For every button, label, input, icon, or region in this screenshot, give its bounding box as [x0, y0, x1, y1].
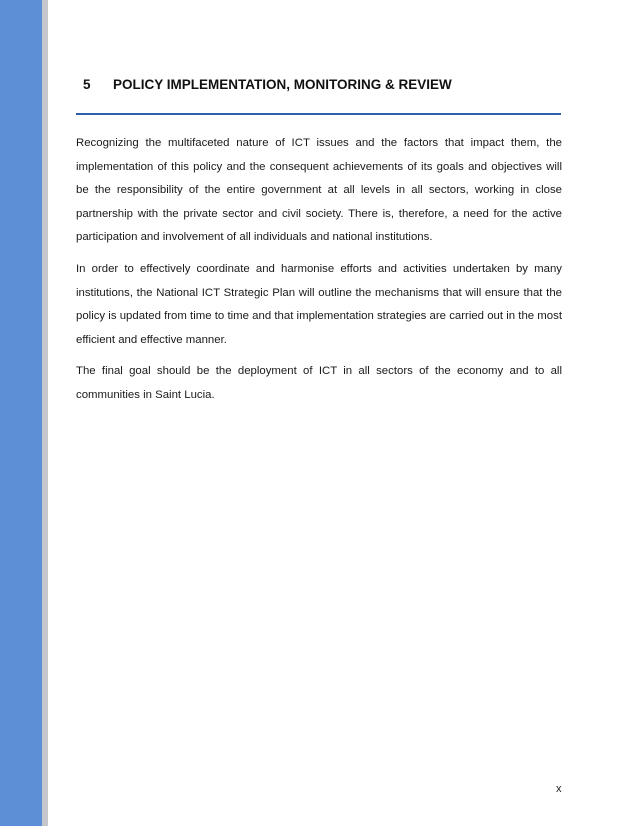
- paragraph-3: The final goal should be the deployment of ICT in all sectors of the economy and to all communities in Saint Lucia.: [76, 365, 562, 401]
- section-number: 5: [83, 77, 91, 92]
- section-heading: [83, 77, 563, 92]
- heading-underline: [76, 113, 561, 115]
- paragraph-1: Recognizing the multifaceted nature of ICT issues and the factors that impact them, the implementation of this policy and the consequent achievements of its goals and objectives will be the responsibility of the entire government at all levels in all sectors, working in close partnership with the private sector and civil society. There is, therefore, a need for the active participation and involvement of all individuals and national institutions.: [76, 137, 562, 244]
- decorative-side-bar-edge: [42, 0, 48, 826]
- section-title: POLICY IMPLEMENTATION, MONITORING & REVIEW: [113, 77, 452, 92]
- paragraph-2: In order to effectively coordinate and harmonise efforts and activities undertaken by many institutions, the National ICT Strategic Plan will outline the mechanisms that will ensure that the policy is updated from time to time and that implementation strategies are carried out in the most efficient and effective manner.: [76, 262, 562, 346]
- section-body: [76, 132, 562, 416]
- page-number: x: [556, 783, 562, 795]
- decorative-side-bar: [0, 0, 42, 826]
